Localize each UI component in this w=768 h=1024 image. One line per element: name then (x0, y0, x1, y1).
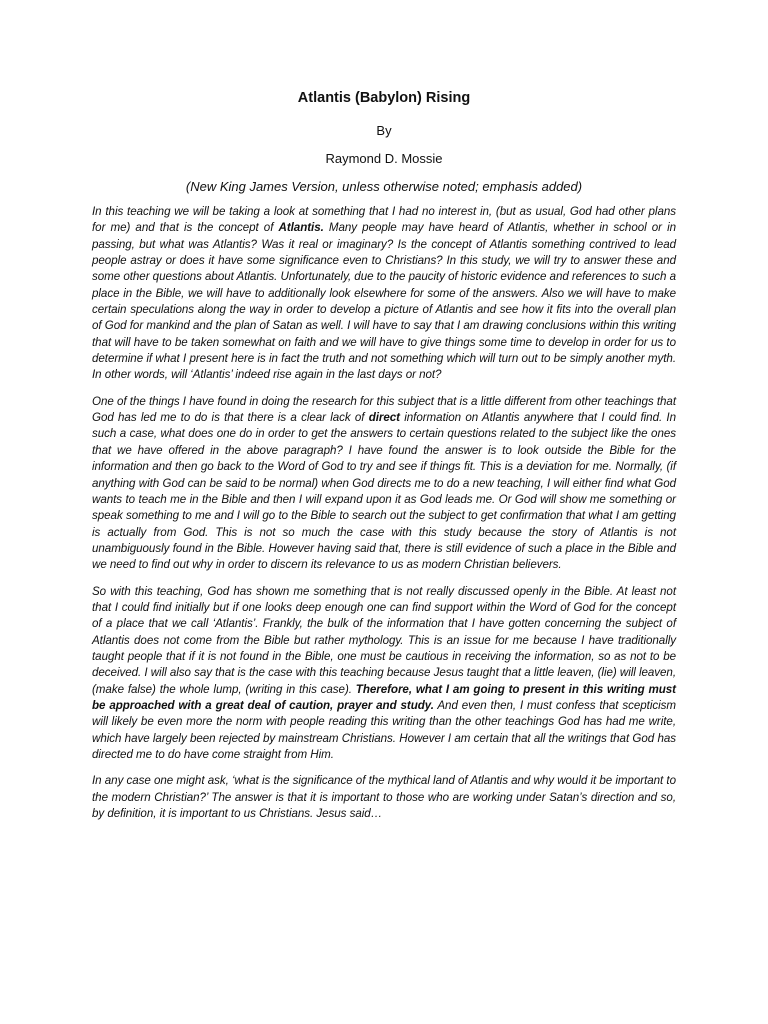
document-title: Atlantis (Babylon) Rising (297, 90, 471, 106)
paragraph-4: In any case one might ask, ‘what is the significance of the mythical land of Atlantis and why would it be important to the modern Christian?’ The answer is that it is important to those who are working under Satan’s direction and so, by definition, it is important to us Christians. Jesus said… (92, 774, 676, 821)
paragraph-1-text-a: In this teaching we will be taking a look at something that I had no interest in, (but as usual, God had other plans for me) and that is the concept of (92, 205, 676, 235)
version-note: (New King James Version, unless otherwise noted; emphasis added) (185, 179, 583, 194)
paragraph-1 (92, 204, 676, 384)
paragraph-3-text-a: So with this teaching, God has shown me something that is not really discussed openly in the Bible. At least not that I could find initially but if one looks deep enough one can find support within the Word of God for the concept of a place that we call ‘Atlantis’. Frankly, the bulk of the information that I have gotten concerning the subject of Atlantis does not come from the Bible but rather mythology. This is an issue for me because I have traditionally taught people that if it is not found in the Bible, one must be cautious in receiving the information, so as not to be deceived. I will also say that is the case with this teaching because Jesus taught that a little leaven, (lie) will leaven, (make false) the whole lump, (writing in this case). (92, 584, 676, 696)
paragraph-1-bold: Atlantis. (278, 221, 324, 235)
paragraph-3-text-b: And even then, I must confess that scepticism will likely be even more the norm with people reading this writing than the other teachings God has had me write, which have largely been rejected by mainstream Christians. However I am certain that all the writings that God has directed me to do have come straight from Him. (92, 698, 676, 761)
paragraph-3 (92, 584, 676, 764)
paragraph-2 (92, 394, 676, 574)
paragraph-2-text-a: One of the things I have found in doing the research for this subject that is a little different from other teachings that God has led me to do is that there is a clear lack of (92, 394, 676, 425)
paragraph-3-bold: Therefore, what I am going to present in this writing must be approached with a great deal of caution, prayer and study. (92, 682, 676, 712)
author-name: Raymond D. Mossie (325, 151, 443, 166)
by-line: By (376, 123, 392, 138)
document-page (92, 88, 676, 832)
paragraph-2-text-b: information on Atlantis anywhere that I could find. In such a case, what does one do in order to get the answers to certain questions related to the subject like the ones that we have offered in the above paragraph? I have found the answer is to look outside the Bible for the information and then go back to the Word of God to try and see if things fit. This is a deviation for me. Normally, (if anything with God can be said to be normal) when God directs me to do a new teaching, I will either find what God wants to teach me in the Bible and then I will expand upon it as God leads me. Or God will show me something or speak something to me and I will go to the Bible to search out the subject to get confirmation that what I am getting is actually from God. This is not so much the case with this study because the story of Atlantis is not unambiguously found in the Bible. However having said that, there is still evidence of such a place in the Bible and we need to find out why in order to discern its relevance to us as modern Christian believers. (92, 411, 676, 572)
paragraph-2-bold: direct (368, 411, 400, 425)
paragraph-1-text-b: Many people may have heard of Atlantis, whether in school or in passing, but what was Atlantis? Was it real or imaginary? Is the concept of Atlantis something contrived to lead people astray or does it have some significance even to Christians? In this study, we will try to answer these and some other questions about Atlantis. Unfortunately, due to the paucity of historic evidence and references to such a place in the Bible, we will have to additionally look elsewhere for some of the answers. Also we will have to make certain speculations along the way in order to develop a picture of Atlantis and see how it fits into the overall plan of God for mankind and the plan of Satan as well. I will have to say that I am drawing conclusions within this writing that will have to be taken somewhat on faith and we will have to give things some time to develop in order for us to determine if what I present here is in fact the truth and not something which will turn out to be simply another myth. In other words, will ‘Atlantis’ indeed rise again in the last days or not? (92, 221, 676, 382)
